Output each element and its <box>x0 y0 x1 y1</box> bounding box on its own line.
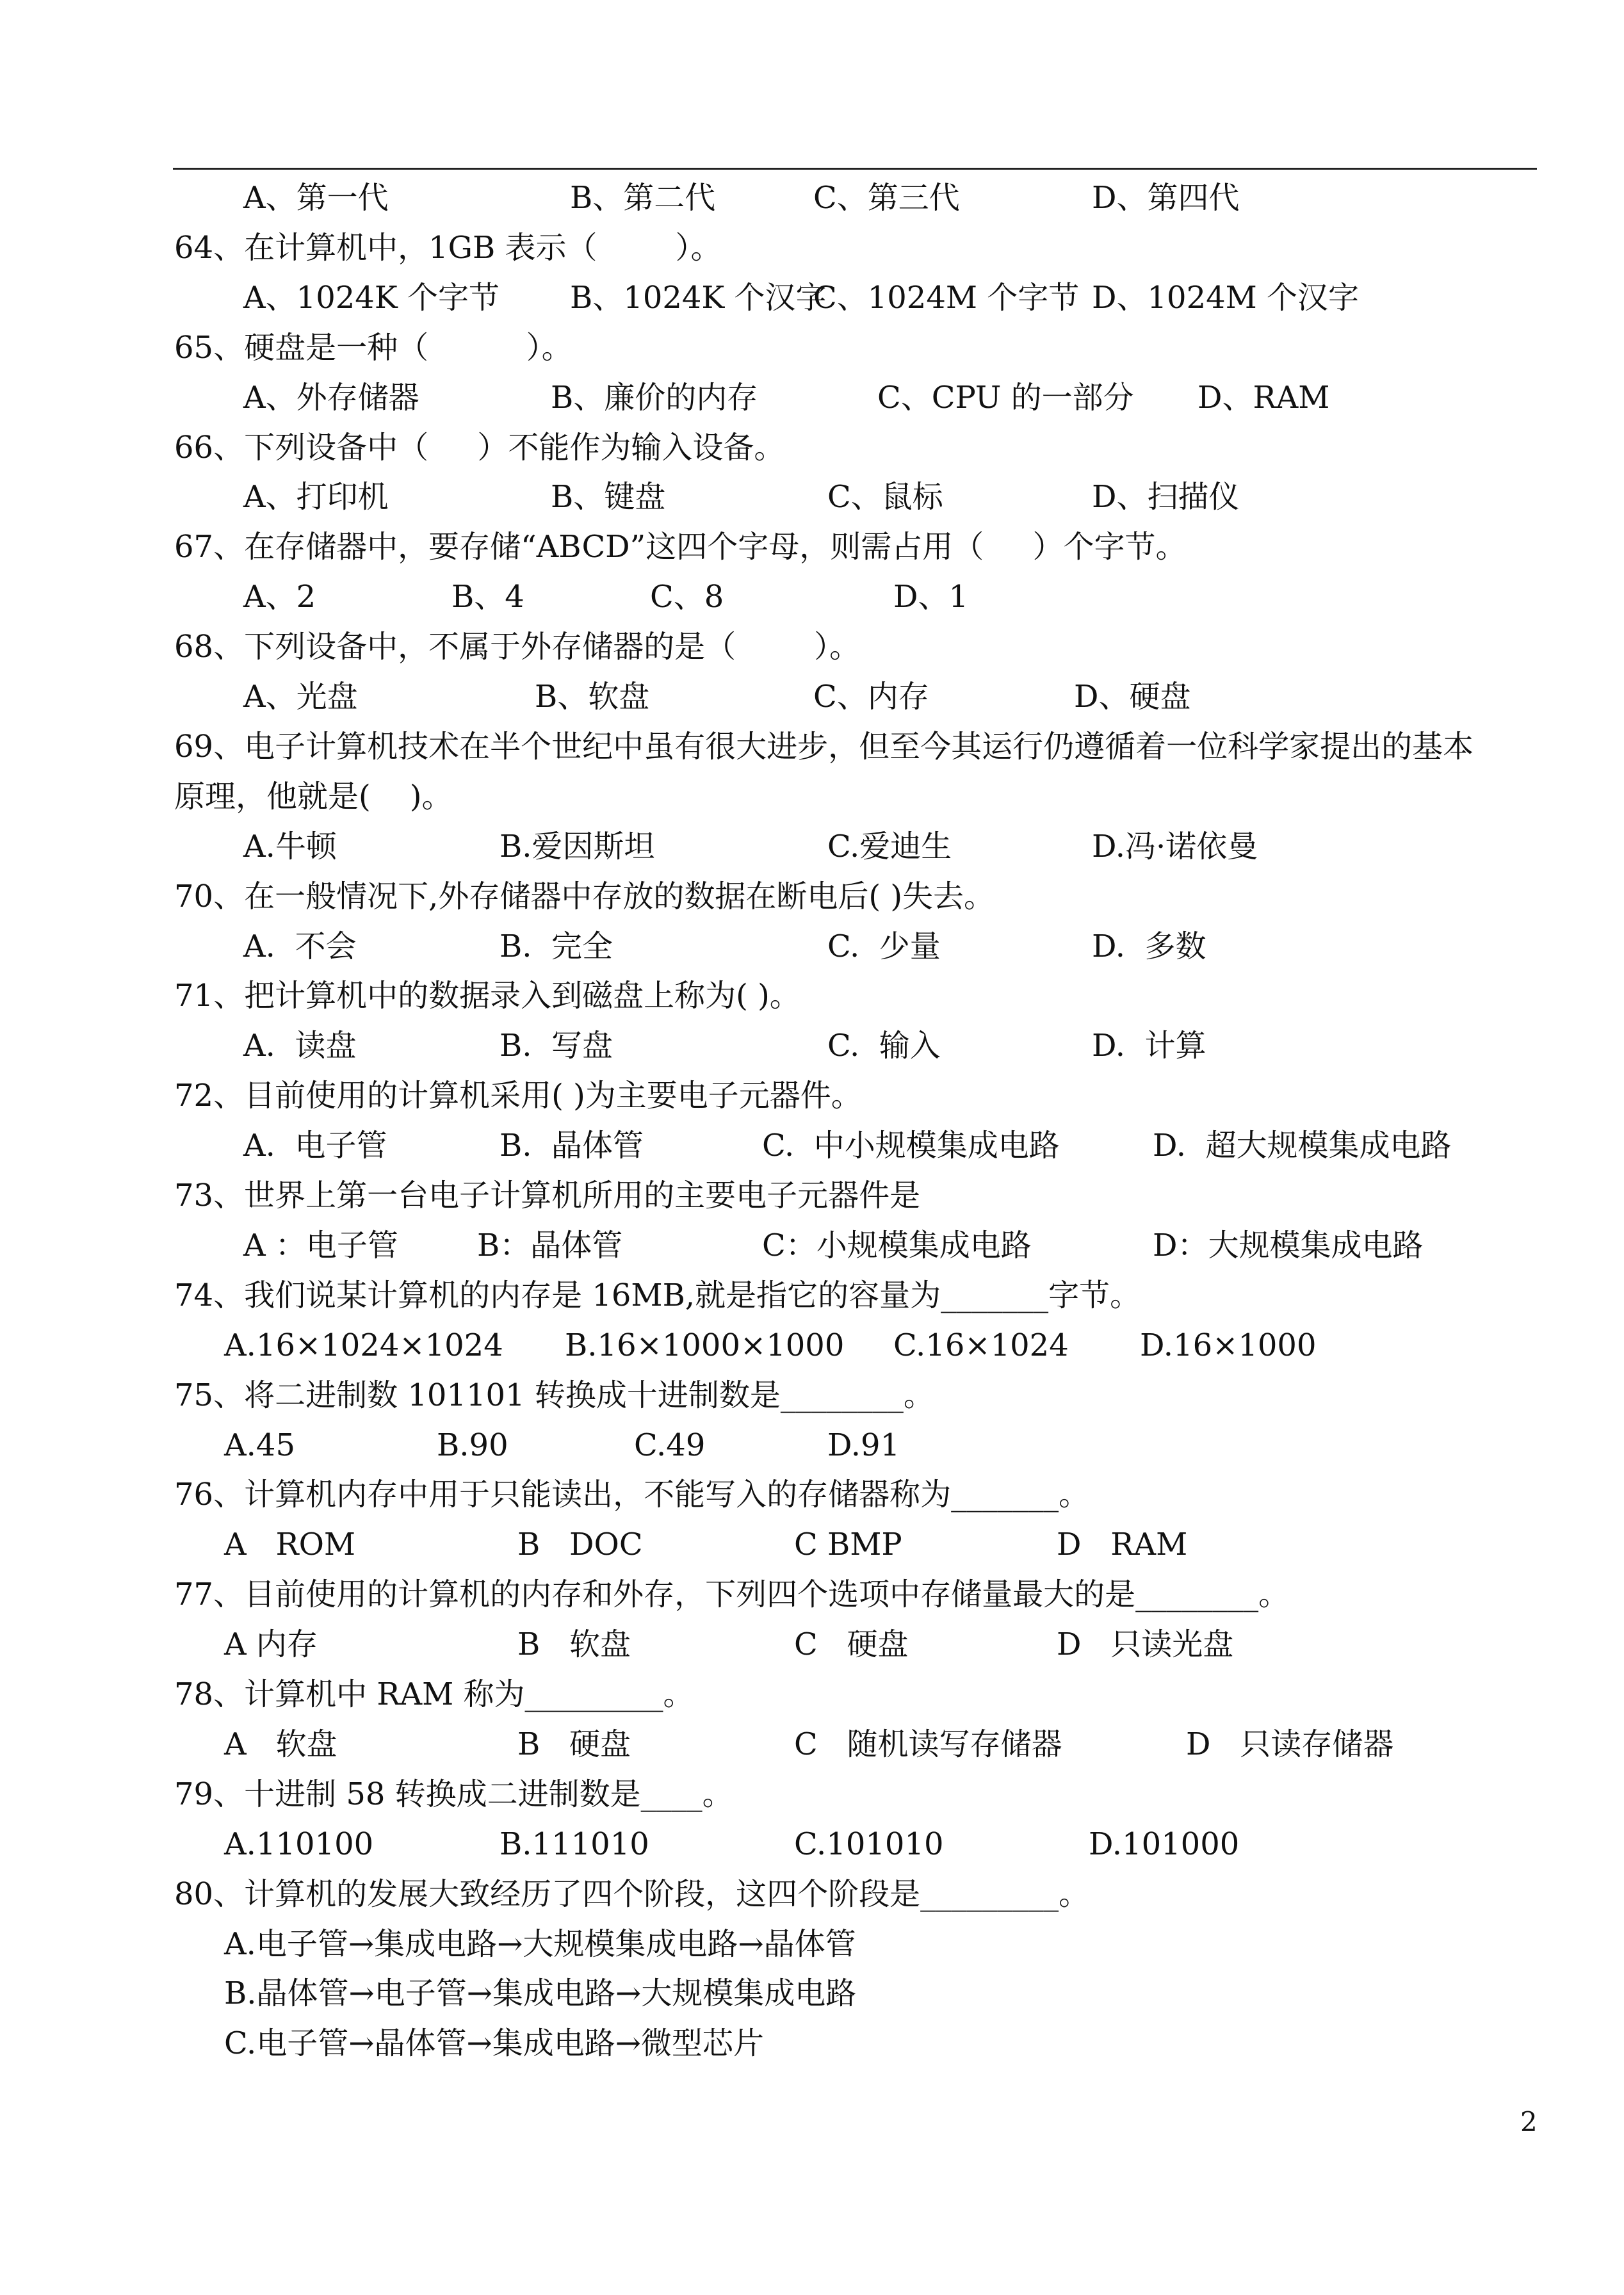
option-c: C. 输入 <box>827 1028 941 1064</box>
option-b: B.111010 <box>499 1826 649 1862</box>
option-d: D、硬盘 <box>1074 679 1191 715</box>
option-c: C BMP <box>794 1527 902 1563</box>
option-c: C.101010 <box>794 1826 944 1862</box>
option-a: A ：电子管 <box>243 1227 398 1263</box>
question-text: 80、计算机的发展大致经历了四个阶段，这四个阶段是_________。 <box>174 1876 1090 1912</box>
option-c: C. 少量 <box>827 928 941 964</box>
option-b: B、软盘 <box>535 679 650 715</box>
question-text: 71、把计算机中的数据录入到磁盘上称为( )。 <box>174 978 800 1014</box>
option-a: A.45 <box>224 1427 295 1463</box>
option-b: B.爱因斯坦 <box>499 828 655 864</box>
option-a: A 内存 <box>224 1626 318 1663</box>
option-d: D 只读光盘 <box>1057 1626 1234 1663</box>
question-text: 66、下列设备中（ ）不能作为输入设备。 <box>174 429 785 466</box>
header-rule <box>173 168 1537 170</box>
option-d: D、第四代 <box>1092 180 1240 216</box>
option-text: C.电子管→晶体管→集成电路→微型芯片 <box>224 2025 764 2062</box>
option-d: D. 计算 <box>1092 1028 1206 1064</box>
question-text: 74、我们说某计算机的内存是 16MB,就是指它的容量为_______字节。 <box>174 1277 1141 1313</box>
question-text: 70、在一般情况下,外存储器中存放的数据在断电后( )失去。 <box>174 878 995 914</box>
option-b: B、廉价的内存 <box>551 379 758 416</box>
option-d: D、1024M 个汉字 <box>1092 279 1360 316</box>
question-text: 75、将二进制数 101101 转换成十进制数是________。 <box>174 1377 934 1413</box>
option-a: A、打印机 <box>243 479 389 515</box>
option-b: B. 完全 <box>499 928 613 964</box>
option-text: A.电子管→集成电路→大规模集成电路→晶体管 <box>224 1926 856 1962</box>
option-c: C.49 <box>634 1427 706 1463</box>
option-a: A. 电子管 <box>243 1128 387 1164</box>
option-d: D、RAM <box>1198 379 1330 416</box>
option-d: D.16×1000 <box>1140 1327 1317 1363</box>
page-number: 2 <box>1520 2106 1538 2137</box>
option-a: A、光盘 <box>243 679 358 715</box>
option-a: A、1024K 个字节 <box>243 279 499 316</box>
option-d: D. 多数 <box>1092 928 1206 964</box>
question-text: 73、世界上第一台电子计算机所用的主要电子元器件是 <box>174 1178 921 1213</box>
option-d: D：大规模集成电路 <box>1153 1227 1424 1263</box>
option-d: D、1 <box>893 579 969 615</box>
option-b: B、4 <box>451 579 524 615</box>
option-d: D.91 <box>827 1427 900 1463</box>
option-a: A.110100 <box>224 1826 374 1862</box>
option-a: A、第一代 <box>243 180 389 216</box>
option-b: B.16×1000×1000 <box>565 1327 845 1363</box>
option-a: A.16×1024×1024 <box>224 1327 503 1363</box>
option-c: C 随机读写存储器 <box>794 1726 1062 1762</box>
option-d: D 只读存储器 <box>1186 1726 1394 1762</box>
option-b: B 软盘 <box>517 1626 631 1663</box>
option-a: A. 不会 <box>243 928 357 964</box>
option-a: A、外存储器 <box>243 379 419 416</box>
option-a: A. 读盘 <box>243 1028 357 1064</box>
question-text: 72、目前使用的计算机采用( )为主要电子元器件。 <box>174 1078 862 1114</box>
option-c: C. 中小规模集成电路 <box>762 1128 1060 1164</box>
option-b: B 硬盘 <box>517 1726 631 1762</box>
option-d: D.冯·诺依曼 <box>1092 828 1258 864</box>
question-text: 67、在存储器中，要存储“ABCD”这四个字母，则需占用（ ）个字节。 <box>174 529 1187 565</box>
question-text: 79、十进制 58 转换成二进制数是____。 <box>174 1776 733 1812</box>
option-text: B.晶体管→电子管→集成电路→大规模集成电路 <box>224 1975 857 2012</box>
option-d: D RAM <box>1057 1527 1188 1563</box>
question-text: 76、计算机内存中用于只能读出，不能写入的存储器称为_______。 <box>174 1477 1090 1513</box>
option-b: B、1024K 个汉字 <box>570 279 827 316</box>
question-text: 64、在计算机中，1GB 表示（ ）。 <box>174 229 722 266</box>
option-b: B DOC <box>517 1527 643 1563</box>
option-b: B.90 <box>437 1427 508 1463</box>
option-b: B. 写盘 <box>499 1028 613 1064</box>
question-text: 77、目前使用的计算机的内存和外存，下列四个选项中存储量最大的是________。 <box>174 1577 1290 1613</box>
option-d: D. 超大规模集成电路 <box>1153 1128 1452 1164</box>
option-c: C、CPU 的一部分 <box>877 379 1134 416</box>
option-a: A、2 <box>243 579 316 615</box>
option-b: B、键盘 <box>551 479 666 515</box>
option-c: C、8 <box>650 579 724 615</box>
question-text: 65、硬盘是一种（ ）。 <box>174 329 572 366</box>
option-c: C、1024M 个字节 <box>813 279 1080 316</box>
question-text: 原理，他就是( )。 <box>174 778 453 815</box>
option-c: C：小规模集成电路 <box>762 1227 1032 1263</box>
question-text: 69、电子计算机技术在半个世纪中虽有很大进步，但至今其运行仍遵循着一位科学家提出的基本 <box>174 728 1474 765</box>
option-c: C、内存 <box>813 679 929 715</box>
question-text: 78、计算机中 RAM 称为_________。 <box>174 1676 694 1712</box>
option-c: C、第三代 <box>813 180 960 216</box>
option-a: A 软盘 <box>224 1726 337 1762</box>
option-d: D、扫描仪 <box>1092 479 1240 515</box>
option-b: B、第二代 <box>570 180 716 216</box>
option-c: C.16×1024 <box>893 1327 1069 1363</box>
option-c: C、鼠标 <box>827 479 943 515</box>
option-c: C 硬盘 <box>794 1626 909 1663</box>
option-d: D.101000 <box>1089 1826 1240 1862</box>
option-c: C.爱迪生 <box>827 828 952 864</box>
option-a: A ROM <box>224 1527 356 1563</box>
option-b: B：晶体管 <box>477 1227 623 1263</box>
option-a: A.牛顿 <box>243 828 337 864</box>
option-b: B. 晶体管 <box>499 1128 644 1164</box>
question-text: 68、下列设备中，不属于外存储器的是（ ）。 <box>174 629 861 665</box>
